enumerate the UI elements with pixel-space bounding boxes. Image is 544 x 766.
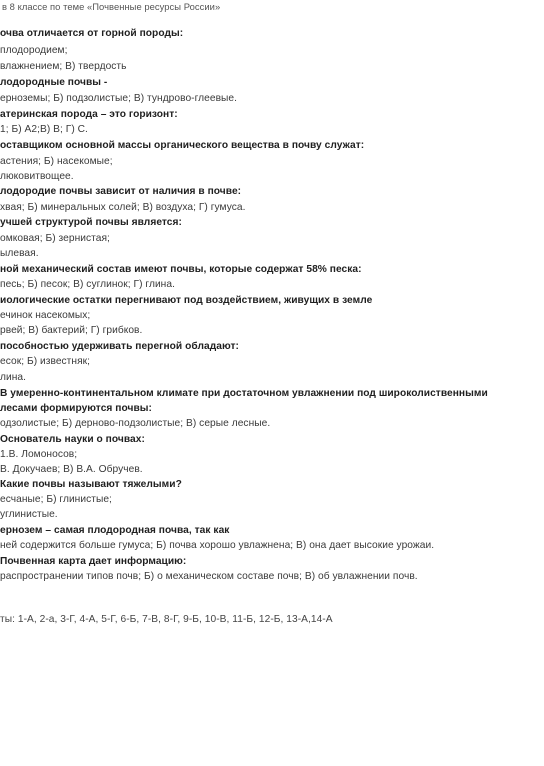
answer-line: 1.В. Ломоносов; [0, 449, 78, 460]
answer-line: лина. [0, 372, 27, 383]
answer-key: ты: 1-А, 2-а, 3-Г, 4-А, 5-Г, 6-Б, 7-В, 8-Г, 9-Б, 10-В, 11-Б, 12-Б, 13-А,14-А [0, 614, 333, 625]
answer-line: ерноземы; Б) подзолистые; В) тундрово-глеевые. [0, 93, 238, 104]
answer-line: углинистые. [0, 509, 58, 520]
answer-line: есчаные; Б) глинистые; [0, 494, 112, 505]
question-3: атеринская порода – это горизонт: [0, 109, 178, 120]
answer-line: есок; Б) известняк; [0, 356, 91, 367]
answer-line: рвей; В) бактерий; Г) грибков. [0, 325, 143, 336]
answer-line: распространении типов почв; Б) о механическом составе почв; В) об увлажнении почв. [0, 571, 418, 582]
answer-line: одзолистые; Б) дерново-подзолистые; В) серые лесные. [0, 418, 271, 429]
question-7: ной механический состав имеют почвы, которые содержат 58% песка: [0, 264, 362, 275]
question-2: лодородные почвы - [0, 77, 108, 88]
answer-line: астения; Б) насекомые; [0, 156, 113, 167]
question-11: Основатель науки о почвах: [0, 434, 145, 445]
question-5: лодородие почвы зависит от наличия в почве: [0, 186, 242, 197]
answer-line: ней содержится больше гумуса; Б) почва хорошо увлажнена; В) она дает высокие урожаи. [0, 540, 435, 551]
question-14: Почвенная карта дает информацию: [0, 556, 187, 567]
answer-line: песь; Б) песок; В) суглинок; Г) глина. [0, 279, 175, 290]
question-13: ернозем – самая плодородная почва, так как [0, 525, 230, 536]
question-12: Какие почвы называют тяжелыми? [0, 479, 182, 490]
question-10: В умеренно-континентальном климате при достаточном увлажнении под широколиственными [0, 388, 488, 399]
question-9: пособностью удерживать перегной обладают: [0, 341, 239, 352]
question-6: учшей структурой почвы является: [0, 217, 182, 228]
question-8: иологические остатки перегнивают под воздействием, живущих в земле [0, 295, 373, 306]
question-1: очва отличается от горной породы: [0, 28, 184, 39]
answer-line: люковитвощее. [0, 171, 74, 182]
answer-line: ечинок насекомых; [0, 310, 91, 321]
answer-line: хвая; Б) минеральных солей; В) воздуха; Г) гумуса. [0, 202, 246, 213]
answer-line: 1; Б) А2;В) В; Г) С. [0, 124, 88, 135]
answer-line: ылевая. [0, 248, 39, 259]
answer-line: В. Докучаев; В) В.А. Обручев. [0, 464, 143, 475]
answer-line: плодородием; [0, 45, 68, 56]
question-4: оставщиком основной массы органического вещества в почву служат: [0, 140, 365, 151]
question-10-continued: лесами формируются почвы: [0, 403, 152, 414]
answer-line: влажнением; В) твердость [0, 61, 127, 72]
answer-line: омковая; Б) зернистая; [0, 233, 110, 244]
document-header: в 8 классе по теме «Почвенные ресурсы России» [2, 1, 221, 12]
